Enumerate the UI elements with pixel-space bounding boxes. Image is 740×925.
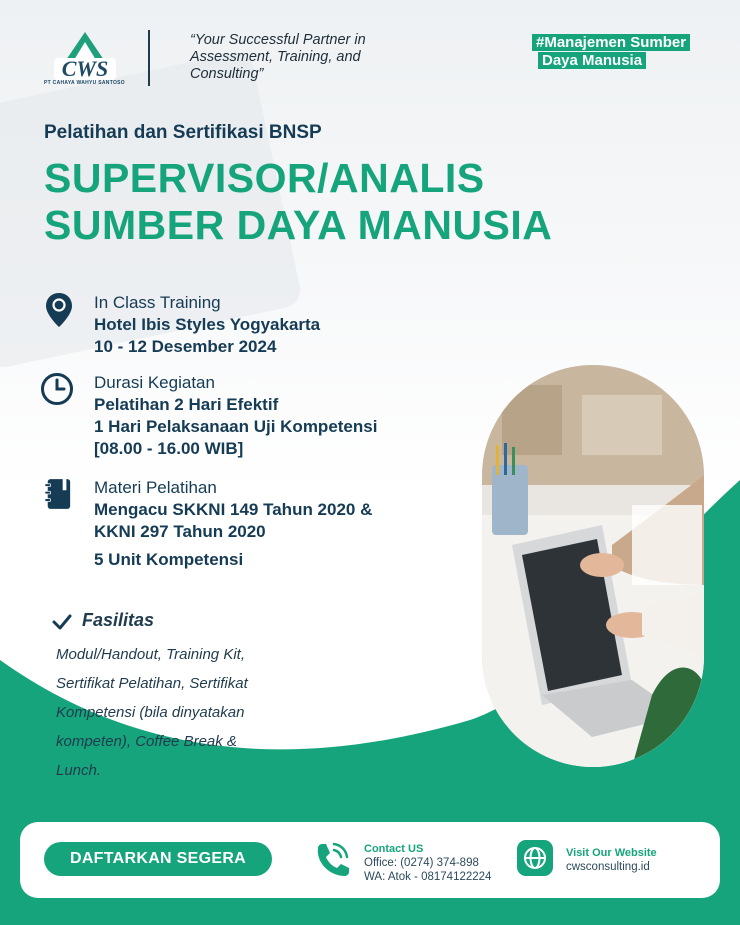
duration-label: Durasi Kegiatan — [94, 373, 215, 392]
footer-bar — [20, 822, 720, 898]
material-info — [44, 477, 504, 577]
register-button[interactable]: DAFTARKAN SEGERA — [44, 842, 272, 876]
logo-subtext: PT CAHAYA WAHYU SANTOSO — [44, 80, 125, 86]
subtitle: Pelatihan dan Sertifikasi BNSP — [44, 122, 322, 143]
material-label: Materi Pelatihan — [94, 478, 217, 497]
material-line2: KKNI 297 Tahun 2020 — [94, 522, 266, 541]
fasilitas-heading: Fasilitas — [82, 610, 155, 630]
hashtag-line1: #Manajemen Sumber — [532, 34, 690, 51]
globe-icon — [517, 840, 553, 876]
hashtag-line2: Daya Manusia — [538, 52, 646, 69]
duration-line1: Pelatihan 2 Hari Efektif — [94, 395, 279, 414]
fasilitas-line3: Kompetensi (bila dinyatakan — [56, 704, 245, 721]
clock-icon — [40, 372, 74, 406]
duration-line2: 1 Hari Pelaksanaan Uji Kompetensi — [94, 417, 378, 436]
tagline: “Your Successful Partner in Assessment, Training, and Consulting” — [190, 32, 366, 82]
location-info — [44, 292, 504, 362]
fasilitas-line5: Lunch. — [56, 762, 102, 779]
material-line1: Mengacu SKKNI 149 Tahun 2020 & — [94, 500, 373, 519]
website-info — [566, 846, 657, 874]
checkmark-icon — [52, 614, 72, 630]
website-heading: Visit Our Website — [566, 847, 657, 859]
svg-text:CWS: CWS — [61, 56, 109, 81]
title-line1: SUPERVISOR/ANALIS — [44, 155, 485, 201]
material-line3: 5 Unit Kompetensi — [94, 550, 244, 569]
laptop-typing-illustration — [482, 365, 704, 767]
header-divider — [148, 30, 150, 86]
title-line2: SUMBER DAYA MANUSIA — [44, 202, 553, 248]
location-venue: Hotel Ibis Styles Yogyakarta — [94, 315, 321, 334]
duration-info — [44, 372, 504, 464]
contact-office[interactable]: Office: (0274) 374-898 — [364, 857, 479, 869]
hashtag-badge — [532, 34, 712, 70]
fasilitas-line4: kompeten), Coffee Break & — [56, 733, 237, 750]
location-date: 10 - 12 Desember 2024 — [94, 337, 277, 356]
fasilitas-line1: Modul/Handout, Training Kit, — [56, 646, 245, 663]
fasilitas-list — [56, 640, 316, 785]
duration-line3: [08.00 - 16.00 WIB] — [94, 439, 244, 458]
fasilitas-line2: Sertifikat Pelatihan, Sertifikat — [56, 675, 248, 692]
contact-whatsapp[interactable]: WA: Atok - 08174122224 — [364, 871, 492, 883]
contact-info — [364, 842, 491, 884]
page-title — [44, 155, 704, 249]
phone-icon — [312, 840, 350, 880]
notebook-icon — [44, 477, 72, 511]
location-pin-icon — [44, 292, 74, 328]
contact-heading: Contact US — [364, 843, 424, 855]
office-photo — [482, 365, 704, 767]
location-label: In Class Training — [94, 293, 221, 312]
website-url[interactable]: cwsconsulting.id — [566, 861, 650, 873]
